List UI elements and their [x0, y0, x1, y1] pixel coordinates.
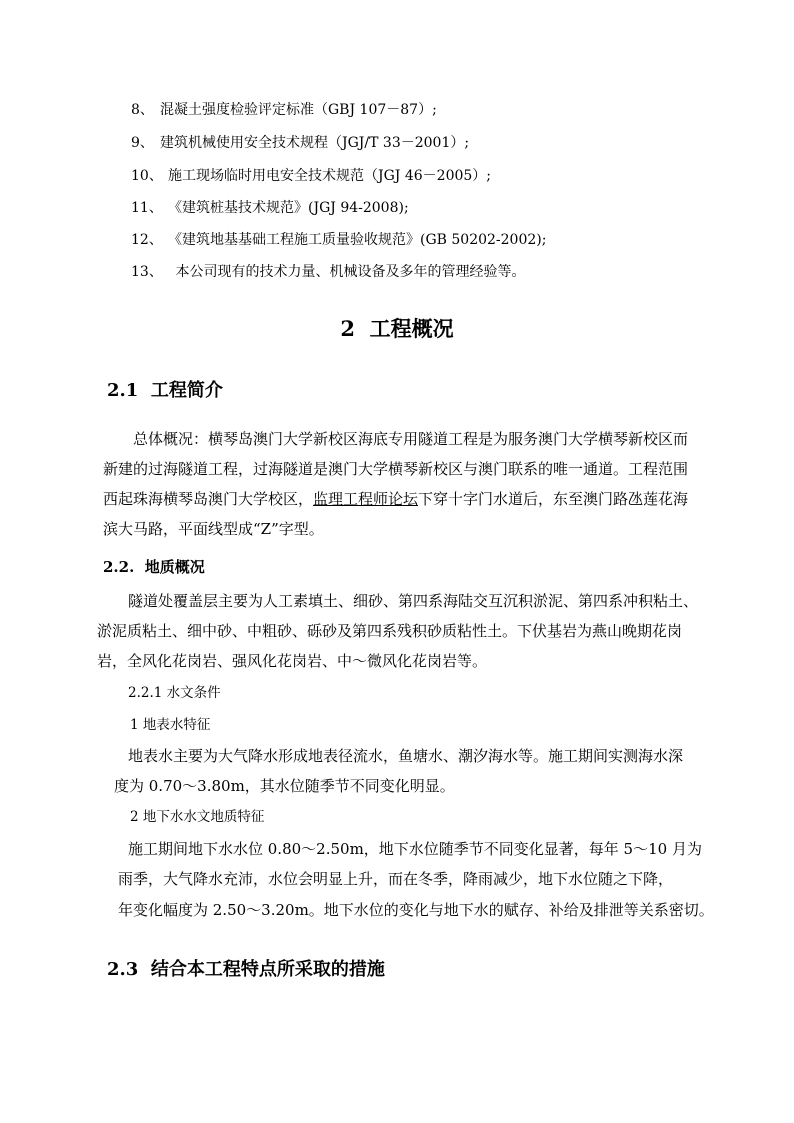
section-title: 地质概况: [144, 558, 205, 576]
chapter-title: 工程概况: [369, 316, 454, 341]
paragraph-line: 年变化幅度为 2.50～3.20m。地下水位的变化与地下水的赋存、补给及排泄等关系密切。: [118, 901, 714, 919]
reference-text: 《建筑地基基础工程施工质量验收规范》(GB 50202-2002);: [168, 232, 547, 248]
reference-number: 8、: [131, 102, 154, 118]
reference-number: 10、: [131, 168, 163, 184]
paragraph-line: 地表水主要为大气降水形成地表径流水，鱼塘水、潮汐海水等。施工期间实测海水深: [128, 747, 684, 765]
reference-text: 施工现场临时用电安全技术规范（JGJ 46－2005）;: [168, 168, 492, 184]
reference-item: [131, 198, 409, 218]
paragraph-line: 滨大马路，平面线型成“Z”字型。: [103, 520, 324, 538]
forum-link[interactable]: 监理工程师论坛: [313, 490, 419, 508]
paragraph-line: 淤泥质粘土、细中砂、中粗砂、砾砂及第四系残积砂质粘性土。下伏基岩为燕山晚期花岗: [97, 622, 683, 640]
section-number: 2.1: [107, 380, 139, 401]
reference-item: [131, 166, 491, 186]
reference-number: 13、: [131, 264, 163, 280]
reference-item: [131, 230, 546, 250]
section-heading-2-3: [107, 958, 385, 982]
paragraph-line: 岩，全风化花岗岩、强风化花岗岩、中～微风化花岗岩等。: [97, 652, 488, 670]
section-title: 结合本工程特点所采取的措施: [150, 959, 385, 980]
chapter-number: 2: [340, 316, 355, 341]
section-number: 2.2.: [103, 558, 135, 576]
reference-text: 《建筑桩基技术规范》(JGJ 94-2008);: [168, 200, 409, 216]
reference-number: 11、: [131, 200, 163, 216]
paragraph-line: 施工期间地下水水位 0.80～2.50m，地下水位随季节不同变化显著，每年 5～10 月为: [128, 840, 702, 858]
paragraph-line: [103, 488, 688, 510]
reference-item: [131, 100, 437, 120]
reference-text: 混凝土强度检验评定标准（GBJ 107－87）;: [160, 102, 437, 118]
reference-number: 12、: [131, 232, 163, 248]
text-segment: 下穿十字门水道后，东至澳门路氹莲花海: [418, 490, 689, 508]
paragraph-line: 新建的过海隧道工程，过海隧道是澳门大学横琴新校区与澳门联系的唯一通道。工程范围: [103, 460, 689, 478]
reference-text: 建筑机械使用安全技术规程（JGJ/T 33－2001）;: [160, 135, 470, 151]
paragraph-line: 总体概况：横琴岛澳门大学新校区海底专用隧道工程是为服务澳门大学横琴新校区而: [133, 430, 689, 448]
section-title: 工程简介: [150, 380, 223, 401]
section-heading-2-2: [103, 556, 205, 578]
reference-number: 9、: [131, 135, 154, 151]
paragraph-line: 隧道处覆盖层主要为人工素填土、细砂、第四系海陆交互沉积淤泥、第四系冲积粘土、: [128, 592, 699, 610]
section-heading-2-1: [107, 379, 223, 403]
reference-text: 本公司现有的技术力量、机械设备及多年的管理经验等。: [171, 264, 526, 280]
list-item-heading: 2 地下水水文地质特征: [130, 809, 265, 825]
list-item-heading: 1 地表水特征: [130, 717, 211, 733]
text-segment: 西起珠海横琴岛澳门大学校区，: [103, 490, 314, 508]
paragraph-line: 雨季，大气降水充沛，水位会明显上升，而在冬季，降雨减少，地下水位随之下降，: [118, 870, 674, 888]
section-number: 2.3: [107, 959, 139, 980]
reference-item: [131, 133, 469, 153]
reference-item: [131, 262, 525, 282]
subsection-heading: 2.2.1 水文条件: [128, 685, 221, 701]
chapter-heading: [0, 315, 794, 343]
paragraph-line: 度为 0.70～3.80m，其水位随季节不同变化明显。: [114, 777, 455, 795]
